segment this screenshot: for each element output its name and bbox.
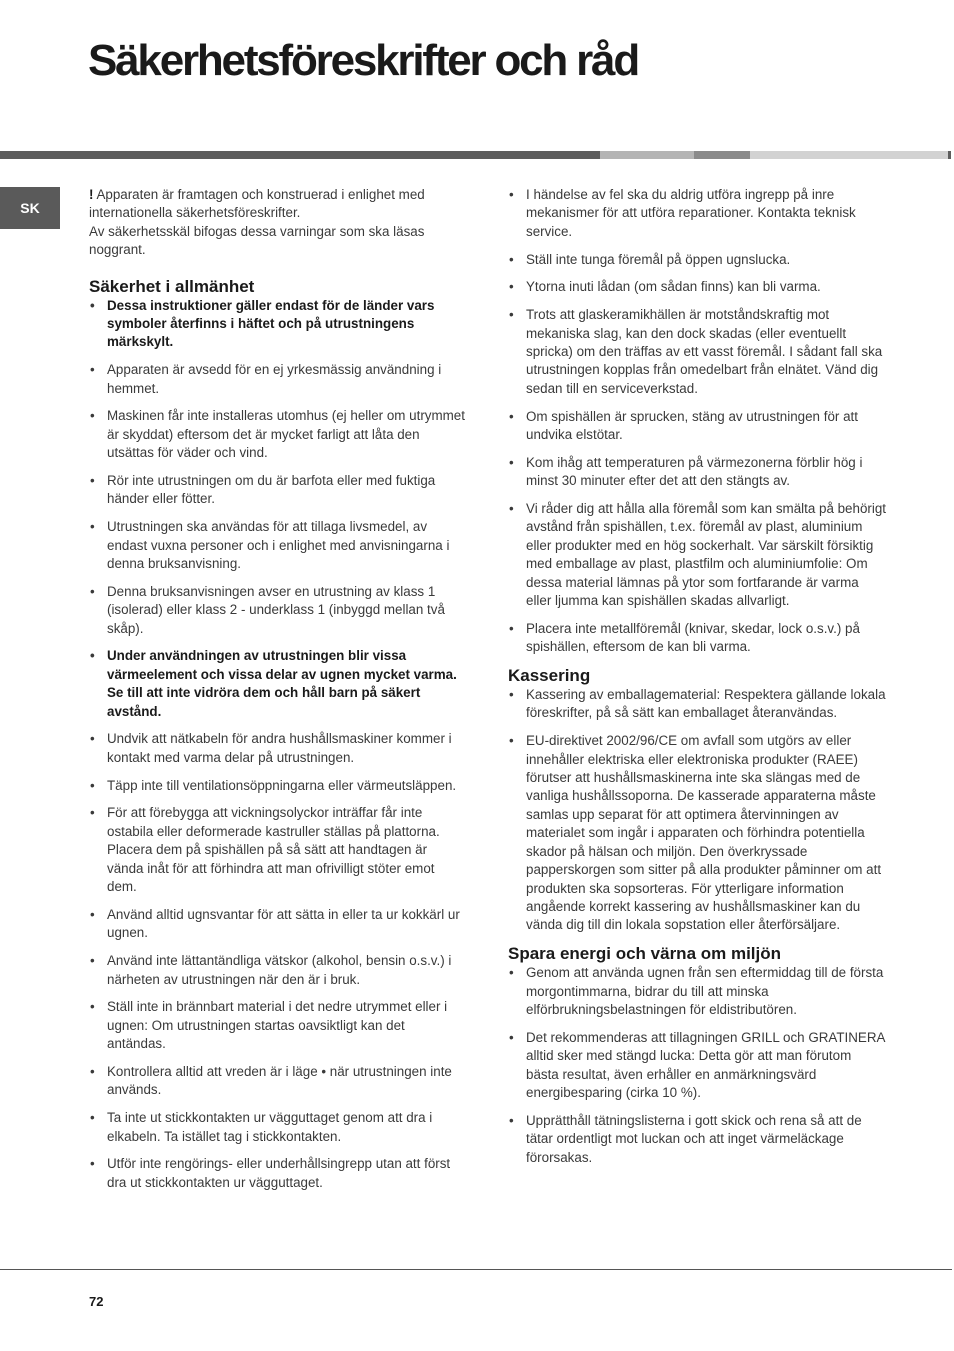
list-item: • Vi råder dig att hålla alla föremål som kan smälta på behörigt avstånd från spishällen, t.ex. föremål av plast, aluminium eller produkter med en hög sockerhalt. Var särskilt försiktig med emballage av plast, plastfilm och aluminiumfolie: Om dessa material lämnas på ytor som fortfarande är varma eller ljumma kan spishällen skadas allvarligt.	[508, 500, 886, 610]
list-item: • Utrustningen ska användas för att tillaga livsmedel, av endast vuxna personer och i enlighet med anvisningarna i denna bruksanvisning.	[89, 518, 467, 573]
section-heading-general: Säkerhet i allmänhet	[89, 276, 255, 296]
list-item: • Utför inte rengörings- eller underhållsingrepp utan att först dra ut stickkontakten ur vägguttaget.	[89, 1155, 467, 1192]
list-item: • Denna bruksanvisningen avser en utrustning av klass 1 (isolerad) eller klass 2 - underklass 1 (inbyggd mellan två skåp).	[89, 583, 467, 638]
right-column	[508, 186, 886, 1176]
list-item: • Använd inte lättantändliga vätskor (alkohol, bensin o.s.v.) i närheten av utrustningen när den är i bruk.	[89, 952, 467, 989]
list-item: • Dessa instruktioner gäller endast för de länder vars symboler återfinns i häftet och på utrustningens märkskylt.	[89, 297, 467, 352]
page-number: 72	[89, 1294, 104, 1309]
list-item: • Kontrollera alltid att vreden är i läge • när utrustningen inte används.	[89, 1063, 467, 1100]
list-item: • Ta inte ut stickkontakten ur vägguttaget genom att dra i elkabeln. Ta istället tag i stickkontakten.	[89, 1109, 467, 1146]
general-safety-list-continued	[508, 186, 886, 657]
header-band-light	[600, 151, 694, 159]
list-item: • För att förebygga att vickningsolyckor inträffar får inte ostabila eller deformerade kastruller ställas på plattorna. Placera dem på spishällen på så sätt att handtagen är vända inåt för att förhindra att man ofrivilligt stöter emot dem.	[89, 804, 467, 896]
language-tab: SK	[0, 187, 60, 229]
header-band-mid	[694, 151, 750, 159]
energy-list	[508, 964, 886, 1167]
list-item: • Under användningen av utrustningen blir vissa värmeelement och vissa delar av ugnen mycket varma. Se till att inte vidröra dem och håll barn på säkert avstånd.	[89, 647, 467, 721]
warning-mark: !	[89, 187, 94, 202]
list-item: • Kassering av emballagematerial: Respektera gällande lokala föreskrifter, på så sätt kan emballaget återanvändas.	[508, 686, 886, 723]
intro-paragraph	[89, 186, 467, 260]
list-item: • I händelse av fel ska du aldrig utföra ingrepp på inre mekanismer för att utföra reparationer. Kontakta teknisk service.	[508, 186, 886, 241]
list-item: • Rör inte utrustningen om du är barfota eller med fuktiga händer eller fötter.	[89, 472, 467, 509]
intro-text-2: Av säkerhetsskäl bifogas dessa varningar som ska läsas noggrant.	[89, 223, 425, 258]
list-item: • Ytorna inuti lådan (om sådan finns) kan bli varma.	[508, 278, 886, 296]
disposal-list	[508, 686, 886, 935]
list-item: • Kom ihåg att temperaturen på värmezonerna förblir hög i minst 30 minuter efter det att den stängts av.	[508, 454, 886, 491]
section-heading-energy: Spara energi och värna om miljön	[508, 944, 782, 964]
list-item: • Trots att glaskeramikhällen är motståndskraftig mot mekaniska slag, kan den dock skadas (eller eventuellt spricka) om den träffas av ett vasst föremål. I sådant fall ska utrustningen kopplas från omedelbart från elnätet. Vänd dig sedan till en serviceverkstad.	[508, 306, 886, 398]
footer-divider	[0, 1269, 952, 1270]
list-item: • Apparaten är avsedd för en ej yrkesmässig användning i hemmet.	[89, 361, 467, 398]
list-item: • Använd alltid ugnsvantar för att sätta in eller ta ur kokkärl ur ugnen.	[89, 906, 467, 943]
list-item: • Ställ inte tunga föremål på öppen ugnslucka.	[508, 251, 886, 269]
general-safety-list	[89, 297, 467, 1193]
list-item: • Placera inte metallföremål (knivar, skedar, lock o.s.v.) på spishällen, eftersom de kan bli varma.	[508, 620, 886, 657]
list-item: • Undvik att nätkabeln för andra hushållsmaskiner kommer i kontakt med varma delar på utrustningen.	[89, 730, 467, 767]
list-item: • Upprätthåll tätningslisterna i gott skick och rena så att de tätar ordentligt mot luckan och att inget värmeläckage förorsakas.	[508, 1112, 886, 1167]
header-band-lighter	[750, 151, 948, 159]
list-item: • Det rekommenderas att tillagningen GRILL och GRATINERA alltid sker med stängd lucka: Detta gör att man förutom bästa resultat, även erhåller en anmärkningsvärd energibesparing (cirka 10 %).	[508, 1029, 886, 1103]
left-column	[89, 186, 467, 1202]
page-title: Säkerhetsföreskrifter och råd	[88, 36, 639, 85]
section-heading-disposal: Kassering	[508, 666, 591, 686]
list-item: • Täpp inte till ventilationsöppningarna eller värmeutsläppen.	[89, 777, 467, 795]
intro-text-1: Apparaten är framtagen och konstruerad i enlighet med internationella säkerhetsföreskrifter.	[89, 187, 425, 221]
list-item: • EU-direktivet 2002/96/CE om avfall som utgörs av eller innehåller elektriska eller elektroniska produkter (RAEE) förutser att hushållsmaskinerna inte ska slängas med de vanliga hushållssoporna. De kasserade apparaterna måste samlas upp separat för att optimera återvinningen av materialet som ingår i apparaten och förhindra potentiella skador på hälsan och miljön. Den överkryssade papperskorgen som sitter på alla produkter påminner om att produkten ska sopsorteras. För ytterligare information angående korrekt kassering av hushållsmaskiner kan du vända dig till din lokala sopstation eller återförsäljare.	[508, 732, 886, 934]
list-item: • Om spishällen är sprucken, stäng av utrustningen för att undvika elstötar.	[508, 408, 886, 445]
list-item: • Maskinen får inte installeras utomhus (ej heller om utrymmet är skyddat) eftersom det är mycket farligt att låta den utsättas för väder och vind.	[89, 407, 467, 462]
header-band-dark	[0, 151, 600, 159]
list-item: • Ställ inte in brännbart material i det nedre utrymmet eller i ugnen: Om utrustningen startas oavsiktligt kan det antändas.	[89, 998, 467, 1053]
list-item: • Genom att använda ugnen från sen eftermiddag till de första morgontimmarna, bidrar du till att minska elförbrukningsbelastningen för eldistributören.	[508, 964, 886, 1019]
header-band-end	[948, 151, 951, 159]
